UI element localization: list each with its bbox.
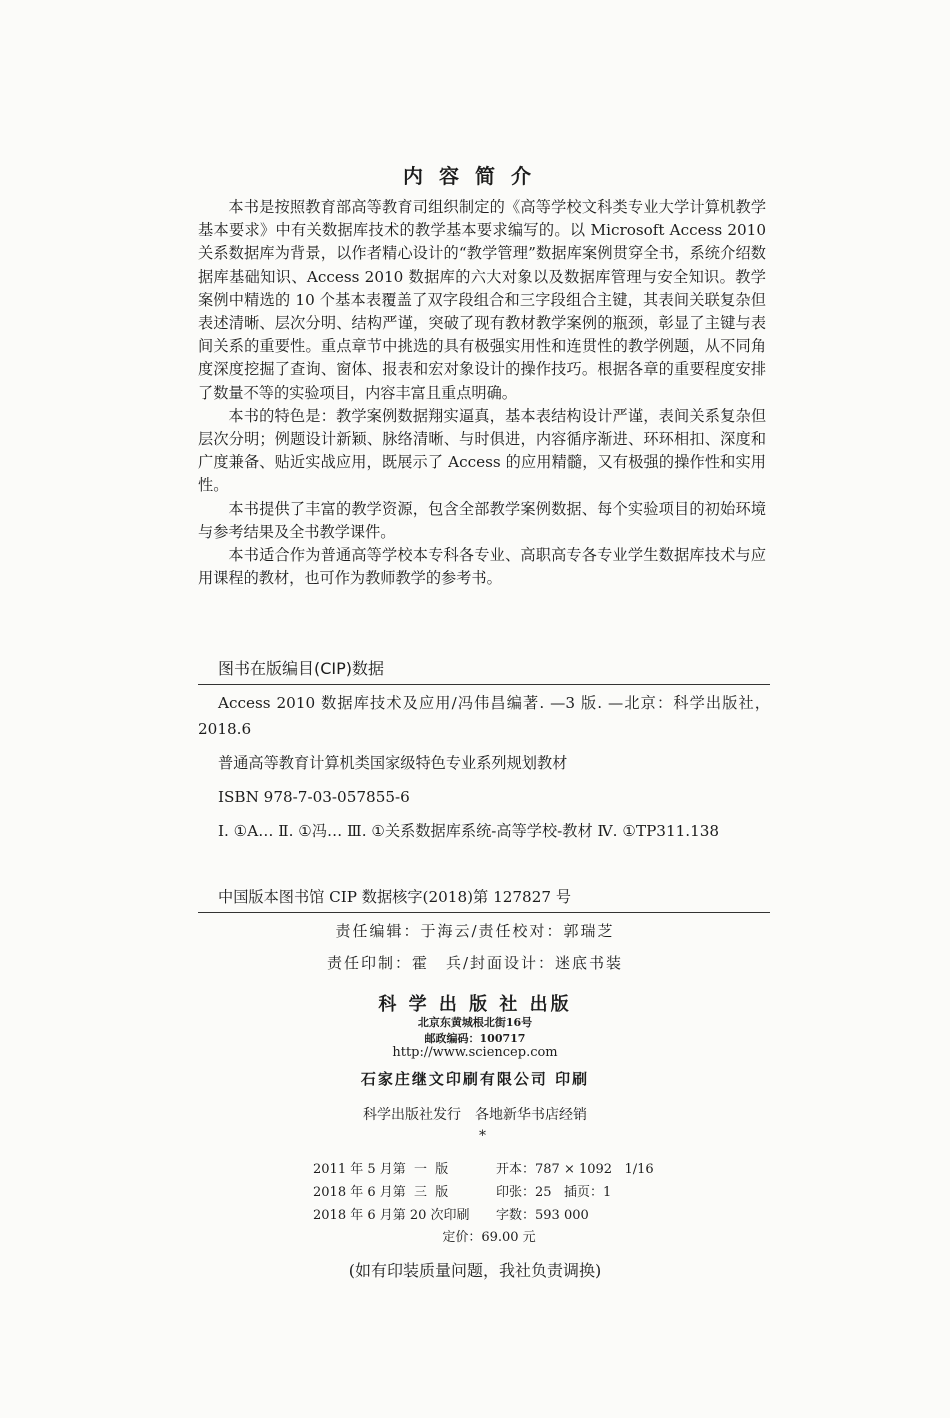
publisher-postcode: 邮政编码：100717 [424, 1032, 526, 1045]
publisher-name: 科 学 出 版 社 出版 [378, 994, 572, 1015]
distribution: 科学出版社发行 各地新华书店经销 [363, 1107, 587, 1123]
divider [198, 684, 770, 685]
cip-line: Access 2010 数据库技术及应用/冯伟昌编著. —3 版. —北京：科学出版社，2018.6 [198, 694, 770, 738]
cip-line: 普通高等教育计算机类国家级特色专业系列规划教材 [218, 754, 568, 772]
edition-table [313, 1158, 654, 1227]
intro-paragraph: 本书提供了丰富的教学资源，包含全部教学案例数据、每个实验项目的初始环境与参考结果及全书教学课件。 [198, 499, 766, 541]
edition-row [313, 1204, 654, 1227]
edition-left: 2011 年 5 月第 一 版 [313, 1162, 449, 1177]
cip-title: 图书在版编目(CIP)数据 [218, 659, 385, 678]
edition-left: 2018 年 6 月第 20 次印刷 [313, 1208, 470, 1223]
edition-row [313, 1158, 654, 1181]
editor-credits: 责任编辑：于海云/责任校对：郭瑞芝 [335, 922, 615, 940]
intro-paragraph: 本书是按照教育部高等教育司组织制定的《高等学校文科类专业大学计算机教学基本要求》中有关数据库技术的教学基本要求编写的。以 Microsoft Access 2010 关系数据库为背景，以作者精心设计的“教学管理”数据库案例贯穿全书，系统介绍数据库基础知识、Access 2010 数据库的六大对象以及数据库管理与安全知识。教学案例中精选的 10 个基本表覆盖了双字段组合和三字段组合主键，其表间关联复杂但表述清晰、层次分明、结构严谨，突破了现有教材教学案例的瓶颈，彰显了主键与表间关系的重要性。重点章节中挑选的具有极强实用性和连贯性的教学例题，从不同角度深度挖掘了查询、窗体、报表和宏对象设计的操作技巧。根据各章的重要程度安排了数量不等的实验项目，内容丰富且重点明确。 [198, 198, 766, 402]
cip-record [198, 784, 770, 810]
publisher-address: 北京东黄城根北街16号 [417, 1016, 533, 1029]
edition-row [313, 1181, 654, 1204]
edition-right: 开本：787 × 1092 1/16 [496, 1162, 654, 1177]
printer-name: 石家庄继文印刷有限公司 印刷 [360, 1070, 590, 1088]
edition-right: 印张：25 插页：1 [496, 1185, 612, 1200]
cip-record [198, 818, 770, 844]
print-credits: 责任印制：霍 兵/封面设计：迷底书装 [326, 954, 624, 972]
quality-notice: (如有印装质量问题，我社负责调换) [348, 1261, 602, 1280]
cip-line: ISBN 978-7-03-057855-6 [218, 788, 410, 806]
intro-text [198, 196, 766, 590]
edition-right: 字数：593 000 [496, 1208, 589, 1223]
intro-paragraph: 本书适合作为普通高等学校本专科各专业、高职高专各专业学生数据库技术与应用课程的教材，也可作为教师教学的参考书。 [198, 546, 766, 588]
cip-line: 中国版本图书馆 CIP 数据核字(2018)第 127827 号 [218, 888, 572, 906]
publisher-url: http://www.sciencep.com [392, 1045, 558, 1060]
cip-record [198, 690, 770, 742]
cip-record [198, 750, 770, 776]
cip-line: Ⅰ. ①A… Ⅱ. ①冯… Ⅲ. ①关系数据库系统-高等学校-教材 Ⅳ. ①TP311.138 [218, 822, 720, 840]
edition-left: 2018 年 6 月第 三 版 [313, 1185, 449, 1200]
divider [198, 912, 770, 913]
intro-paragraph: 本书的特色是：教学案例数据翔实逼真，基本表结构设计严谨，表间关系复杂但层次分明；例题设计新颖、脉络清晰、与时俱进，内容循序渐进、环环相扣、深度和广度兼备、贴近实战应用，既展示了 Access 的应用精髓，又有极强的操作性和实用性。 [198, 406, 766, 495]
cip-record [198, 884, 770, 910]
separator-star: * [479, 1128, 486, 1144]
page-title: 内容简介 [403, 164, 547, 188]
price: 定价：69.00 元 [442, 1230, 536, 1245]
